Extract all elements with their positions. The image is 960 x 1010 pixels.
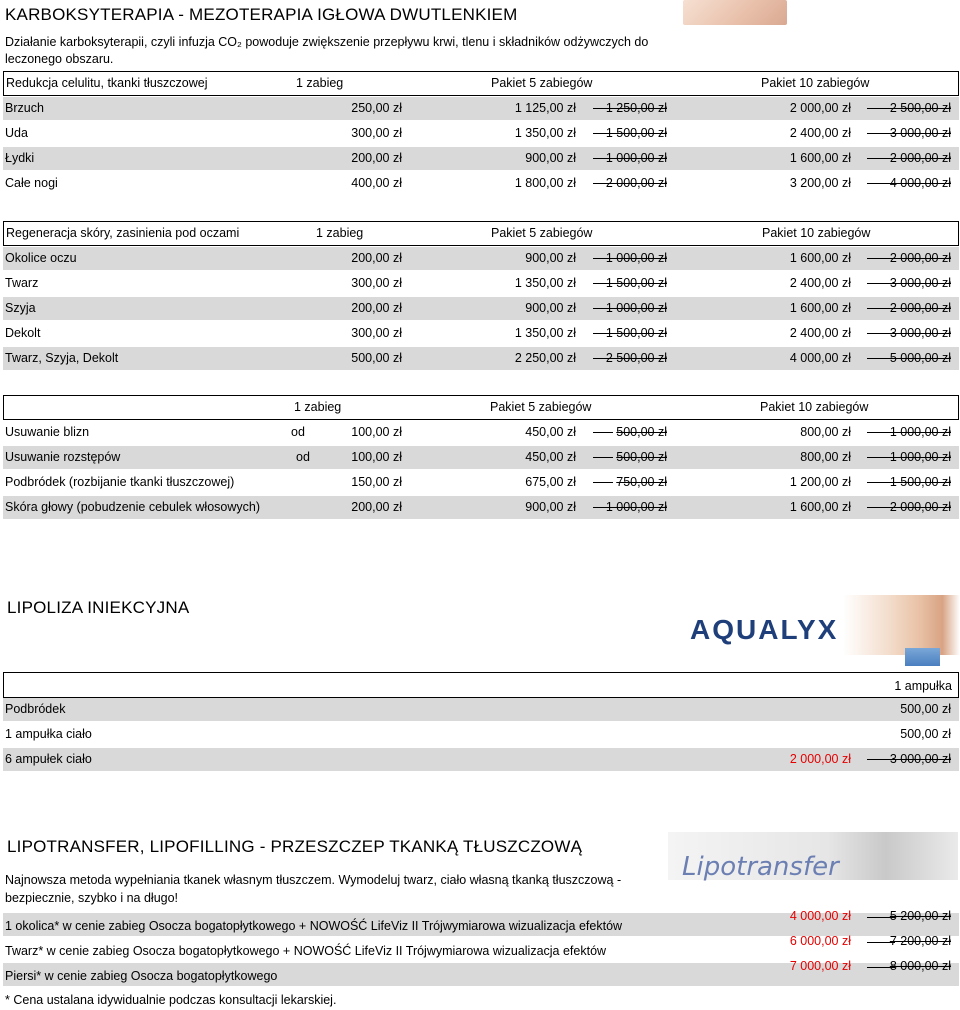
price-single: 250,00 zł	[351, 101, 402, 115]
price-old: 5 200,00 zł	[889, 909, 951, 923]
price-p10-old: 3 000,00 zł	[889, 126, 951, 140]
price-p10-old: 2 000,00 zł	[889, 301, 951, 315]
row-name: Usuwanie rozstępów	[5, 450, 121, 464]
price-p10: 2 400,00 zł	[789, 326, 851, 340]
price-p5-old: 1 000,00 zł	[605, 251, 667, 265]
price-single: 400,00 zł	[351, 176, 402, 190]
price-p5-old: 2 000,00 zł	[605, 176, 667, 190]
price-p5-old: 500,00 zł	[616, 450, 667, 464]
price-p10: 1 600,00 zł	[789, 251, 851, 265]
lipotransfer-logo: Lipotransfer	[682, 852, 839, 882]
price-p5: 1 350,00 zł	[514, 276, 576, 290]
lipoliza-header-col: 1 ampułka	[894, 679, 952, 693]
row-name: Uda	[5, 126, 28, 140]
strike-line	[593, 457, 613, 458]
price-p5-old: 1 500,00 zł	[605, 276, 667, 290]
price-p5: 900,00 zł	[525, 151, 576, 165]
price-p5: 1 125,00 zł	[514, 101, 576, 115]
table-row	[3, 347, 959, 370]
row-name: Okolice oczu	[5, 251, 77, 265]
price-p5-old: 1 500,00 zł	[605, 126, 667, 140]
table2-header	[3, 221, 959, 246]
price-single: 300,00 zł	[351, 326, 402, 340]
price-p10: 1 600,00 zł	[789, 301, 851, 315]
row-name: Twarz, Szyja, Dekolt	[5, 351, 119, 365]
karbo-title: KARBOKSYTERAPIA - MEZOTERAPIA IGŁOWA DWUTLENKIEM	[5, 5, 518, 24]
row-name: Całe nogi	[5, 176, 58, 190]
price-p10-old: 4 000,00 zł	[889, 176, 951, 190]
row-name: Brzuch	[5, 101, 44, 115]
table-row	[3, 122, 959, 145]
price-p5-old: 750,00 zł	[616, 475, 667, 489]
aqualyx-logo: AQUALYX	[690, 614, 839, 645]
price-p10: 1 600,00 zł	[789, 151, 851, 165]
table-row	[3, 97, 959, 120]
price-p10-old: 1 500,00 zł	[889, 475, 951, 489]
price-p10: 4 000,00 zł	[789, 351, 851, 365]
lipotransfer-intro-line2: bezpiecznie, szybko i na długo!	[5, 891, 179, 905]
price-p10: 1 200,00 zł	[789, 475, 851, 489]
table-row	[3, 247, 959, 270]
price-single: 100,00 zł	[351, 425, 402, 439]
price-p5-old: 1 000,00 zł	[605, 151, 667, 165]
price-p10-old: 2 000,00 zł	[889, 500, 951, 514]
table3-header-col2: Pakiet 5 zabiegów	[490, 400, 592, 414]
table-row	[3, 471, 959, 494]
price-single: 500,00 zł	[351, 351, 402, 365]
table-row	[3, 322, 959, 345]
table-row	[3, 421, 959, 444]
price-p10-old: 5 000,00 zł	[889, 351, 951, 365]
price-p5: 2 250,00 zł	[514, 351, 576, 365]
price-old: 3 000,00 zł	[889, 752, 951, 766]
price-p10: 800,00 zł	[800, 450, 851, 464]
row-name: Piersi* w cenie zabieg Osocza bogatopłytkowego	[5, 969, 278, 983]
price-p10-old: 3 000,00 zł	[889, 276, 951, 290]
price-single: 200,00 zł	[351, 301, 402, 315]
price-p5: 1 350,00 zł	[514, 126, 576, 140]
price-p5-old: 1 500,00 zł	[605, 326, 667, 340]
row-name: 1 okolica* w cenie zabieg Osocza bogatopłytkowego + NOWOŚĆ LifeViz II Trójwymiarowa wizualizacja efektów	[5, 919, 623, 933]
price-p5: 1 350,00 zł	[514, 326, 576, 340]
karbo-intro-line2: leczonego obszaru.	[5, 52, 114, 66]
table-row	[3, 748, 959, 771]
row-name: Skóra głowy (pobudzenie cebulek włosowych)	[5, 500, 260, 514]
lipoliza-title: LIPOLIZA INIEKCYJNA	[7, 598, 190, 617]
table2-header-col1: 1 zabieg	[316, 226, 364, 240]
price-p10-old: 2 500,00 zł	[889, 101, 951, 115]
price-p10-old: 1 000,00 zł	[889, 450, 951, 464]
price-p10-old: 1 000,00 zł	[889, 425, 951, 439]
table2-header-col3: Pakiet 10 zabiegów	[762, 226, 871, 240]
table3-header-col1: 1 zabieg	[294, 400, 342, 414]
karbo-intro-line1: Działanie karboksyterapii, czyli infuzja CO₂ powoduje zwiększenie przepływu krwi, tlenu i składników odżywczych do	[5, 35, 649, 49]
table1-header-col3: Pakiet 10 zabiegów	[761, 76, 870, 90]
body-image	[843, 595, 960, 655]
price-p10-old: 2 000,00 zł	[889, 251, 951, 265]
price-single: 300,00 zł	[351, 126, 402, 140]
price-old: 8 000,00 zł	[889, 959, 951, 973]
row-name: Twarz	[5, 276, 39, 290]
table-row	[3, 446, 959, 469]
lipoliza-header	[3, 672, 959, 698]
price-p10: 2 400,00 zł	[789, 126, 851, 140]
price-current: 2 000,00 zł	[789, 752, 851, 766]
row-name: 6 ampułek ciało	[5, 752, 92, 766]
price-p5: 900,00 zł	[525, 251, 576, 265]
price-current: 4 000,00 zł	[789, 909, 851, 923]
price-p10-old: 2 000,00 zł	[889, 151, 951, 165]
price-current: 6 000,00 zł	[789, 934, 851, 948]
row-name: Podbródek	[5, 702, 66, 716]
price-p5: 900,00 zł	[525, 301, 576, 315]
price-p5-old: 1 000,00 zł	[605, 301, 667, 315]
row-prefix: od	[291, 425, 305, 439]
table1-header-name: Redukcja celulitu, tkanki tłuszczowej	[6, 76, 208, 90]
lipotransfer-footnote: * Cena ustalana idywidualnie podczas konsultacji lekarskiej.	[5, 993, 337, 1007]
table3-header	[3, 395, 959, 420]
strike-line	[593, 432, 613, 433]
row-name: 1 ampułka ciało	[5, 727, 92, 741]
row-name: Szyja	[5, 301, 36, 315]
price-single: 200,00 zł	[351, 251, 402, 265]
jeans-image	[905, 648, 940, 666]
price-p10: 1 600,00 zł	[789, 500, 851, 514]
table-row	[3, 496, 959, 519]
table-row	[3, 297, 959, 320]
price-single: 200,00 zł	[351, 500, 402, 514]
table-row	[3, 959, 959, 986]
table2-header-name: Regeneracja skóry, zasinienia pod oczami	[6, 226, 240, 240]
table-row	[3, 172, 959, 195]
price-single: 300,00 zł	[351, 276, 402, 290]
price-p10-old: 3 000,00 zł	[889, 326, 951, 340]
price-p5: 450,00 zł	[525, 450, 576, 464]
table2-header-col2: Pakiet 5 zabiegów	[491, 226, 593, 240]
row-name: Usuwanie blizn	[5, 425, 90, 439]
price-p5-old: 1 250,00 zł	[605, 101, 667, 115]
price-single: 200,00 zł	[351, 151, 402, 165]
table-row	[3, 147, 959, 170]
row-name: Dekolt	[5, 326, 41, 340]
row-prefix: od	[296, 450, 310, 464]
row-name: Podbródek (rozbijanie tkanki tłuszczowej)	[5, 475, 235, 489]
table-row	[3, 723, 959, 746]
price-single: 100,00 zł	[351, 450, 402, 464]
price-p5-old: 2 500,00 zł	[605, 351, 667, 365]
price-p5: 675,00 zł	[525, 475, 576, 489]
price-current: 7 000,00 zł	[789, 959, 851, 973]
price-single: 150,00 zł	[351, 475, 402, 489]
lipotransfer-intro-line1: Najnowsza metoda wypełniania tkanek własnym tłuszczem. Wymodeluj twarz, ciało własną tkanką tłuszczową -	[5, 873, 622, 887]
face-image	[683, 0, 787, 25]
price-p5-old: 1 000,00 zł	[605, 500, 667, 514]
row-name: Twarz* w cenie zabieg Osocza bogatopłytkowego + NOWOŚĆ LifeViz II Trójwymiarowa wizualizacja efektów	[5, 944, 607, 958]
price-old: 7 200,00 zł	[889, 934, 951, 948]
table3-header-col3: Pakiet 10 zabiegów	[760, 400, 869, 414]
price-p5-old: 500,00 zł	[616, 425, 667, 439]
price-p10: 2 400,00 zł	[789, 276, 851, 290]
table1-header	[3, 71, 959, 96]
price-p5: 450,00 zł	[525, 425, 576, 439]
price-p10: 800,00 zł	[800, 425, 851, 439]
price-p10: 3 200,00 zł	[789, 176, 851, 190]
strike-line	[593, 482, 613, 483]
price-current: 500,00 zł	[900, 727, 951, 741]
table-row	[3, 698, 959, 721]
table1-header-col1: 1 zabieg	[296, 76, 344, 90]
lipotransfer-title: LIPOTRANSFER, LIPOFILLING - PRZESZCZEP TKANKĄ TŁUSZCZOWĄ	[7, 837, 583, 856]
table-row	[3, 272, 959, 295]
table1-header-col2: Pakiet 5 zabiegów	[491, 76, 593, 90]
price-p5: 900,00 zł	[525, 500, 576, 514]
price-p10: 2 000,00 zł	[789, 101, 851, 115]
row-name: Łydki	[5, 151, 35, 165]
price-p5: 1 800,00 zł	[514, 176, 576, 190]
price-current: 500,00 zł	[900, 702, 951, 716]
